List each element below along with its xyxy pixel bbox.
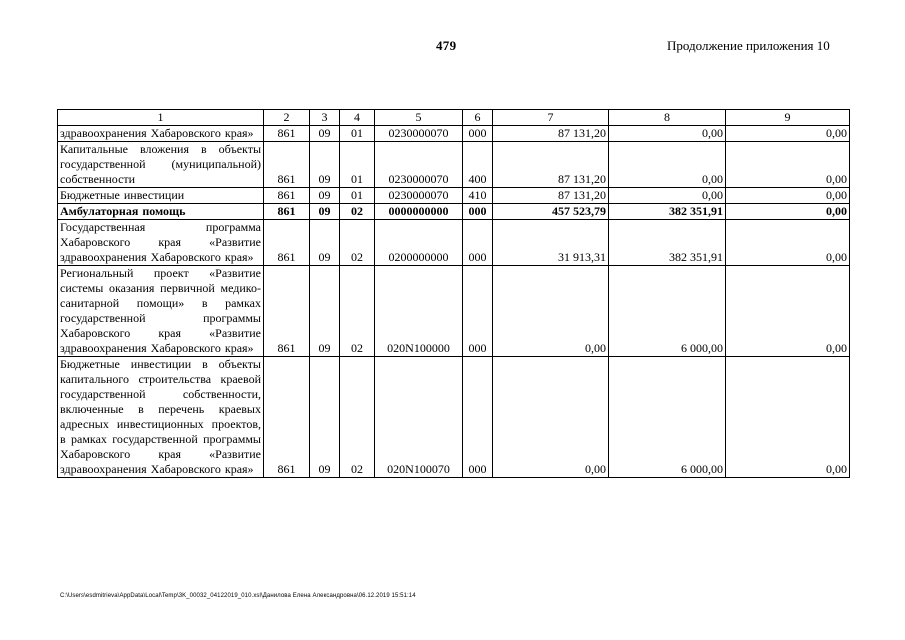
row-amount-col7: 0,00 (493, 357, 609, 478)
row-ministry-code: 861 (264, 126, 310, 142)
row-name: Региональный проект «Развитие системы оказания первичной медико-санитарной помощи» в рамках государственной программы Хабаровского края «Развитие здравоохранения Хабаровского края» (58, 266, 264, 357)
row-name: Амбулаторная помощь (58, 204, 264, 220)
row-amount-col8: 382 351,91 (609, 220, 726, 266)
row-subsection-code: 01 (340, 142, 375, 188)
row-target-code: 020N100000 (375, 266, 463, 357)
table-row (58, 188, 850, 204)
row-amount-col7: 0,00 (493, 266, 609, 357)
row-section-code: 09 (310, 188, 340, 204)
row-expense-type-code: 410 (463, 188, 493, 204)
row-expense-type-code: 000 (463, 204, 493, 220)
row-target-code: 0000000000 (375, 204, 463, 220)
table-header-row (58, 110, 850, 126)
row-subsection-code: 02 (340, 220, 375, 266)
row-expense-type-code: 000 (463, 357, 493, 478)
row-target-code: 0230000070 (375, 142, 463, 188)
row-expense-type-code: 000 (463, 126, 493, 142)
row-subsection-code: 02 (340, 357, 375, 478)
column-header: 2 (264, 110, 310, 126)
row-ministry-code: 861 (264, 204, 310, 220)
row-target-code: 0230000070 (375, 188, 463, 204)
row-name: Бюджетные инвестиции в объекты капитального строительства краевой государственной собственности, включенные в перечень краевых адресных инвестиционных проектов, в рамках государственной программы Хабаровского края «Развитие здравоохранения Хабаровского края» (58, 357, 264, 478)
row-section-code: 09 (310, 220, 340, 266)
row-expense-type-code: 000 (463, 220, 493, 266)
row-amount-col7: 87 131,20 (493, 188, 609, 204)
row-amount-col9: 0,00 (726, 188, 850, 204)
column-header: 3 (310, 110, 340, 126)
row-amount-col9: 0,00 (726, 126, 850, 142)
footer-file-path: C:\Users\esdmitrieva\AppData\Local\Temp\3K_00032_04122019_010.xsl\Данилова Елена Александровна\06.12.2019 15:51:14 (60, 593, 416, 599)
column-header: 5 (375, 110, 463, 126)
row-target-code: 020N100070 (375, 357, 463, 478)
row-amount-col7: 87 131,20 (493, 142, 609, 188)
continuation-caption: Продолжение приложения 10 (667, 38, 830, 53)
row-amount-col8: 382 351,91 (609, 204, 726, 220)
row-amount-col9: 0,00 (726, 357, 850, 478)
table-row (58, 220, 850, 266)
row-ministry-code: 861 (264, 142, 310, 188)
row-amount-col8: 0,00 (609, 188, 726, 204)
row-target-code: 0200000000 (375, 220, 463, 266)
budget-table (57, 109, 850, 478)
row-ministry-code: 861 (264, 266, 310, 357)
table-row (58, 142, 850, 188)
row-ministry-code: 861 (264, 220, 310, 266)
column-header: 4 (340, 110, 375, 126)
row-subsection-code: 01 (340, 188, 375, 204)
row-expense-type-code: 000 (463, 266, 493, 357)
row-subsection-code: 02 (340, 266, 375, 357)
row-amount-col9: 0,00 (726, 142, 850, 188)
column-header: 9 (726, 110, 850, 126)
row-section-code: 09 (310, 126, 340, 142)
row-amount-col8: 0,00 (609, 126, 726, 142)
row-amount-col9: 0,00 (726, 266, 850, 357)
column-header: 6 (463, 110, 493, 126)
row-amount-col7: 457 523,79 (493, 204, 609, 220)
row-subsection-code: 01 (340, 126, 375, 142)
row-ministry-code: 861 (264, 188, 310, 204)
row-amount-col9: 0,00 (726, 204, 850, 220)
row-section-code: 09 (310, 142, 340, 188)
page-number: 479 (436, 38, 457, 53)
row-expense-type-code: 400 (463, 142, 493, 188)
row-name: Капитальные вложения в объекты государственной (муниципальной) собственности (58, 142, 264, 188)
row-amount-col7: 87 131,20 (493, 126, 609, 142)
table-row (58, 126, 850, 142)
table-row-section-total (58, 204, 850, 220)
row-amount-col8: 6 000,00 (609, 357, 726, 478)
row-name: Государственная программа Хабаровского края «Развитие здравоохранения Хабаровского края» (58, 220, 264, 266)
row-section-code: 09 (310, 266, 340, 357)
row-section-code: 09 (310, 204, 340, 220)
column-header: 1 (58, 110, 264, 126)
column-header: 7 (493, 110, 609, 126)
row-target-code: 0230000070 (375, 126, 463, 142)
row-section-code: 09 (310, 357, 340, 478)
row-amount-col8: 0,00 (609, 142, 726, 188)
row-amount-col7: 31 913,31 (493, 220, 609, 266)
row-amount-col9: 0,00 (726, 220, 850, 266)
row-amount-col8: 6 000,00 (609, 266, 726, 357)
row-name: здравоохранения Хабаровского края» (58, 126, 264, 142)
table-row (58, 357, 850, 478)
table-row (58, 266, 850, 357)
row-ministry-code: 861 (264, 357, 310, 478)
row-name: Бюджетные инвестиции (58, 188, 264, 204)
row-subsection-code: 02 (340, 204, 375, 220)
column-header: 8 (609, 110, 726, 126)
